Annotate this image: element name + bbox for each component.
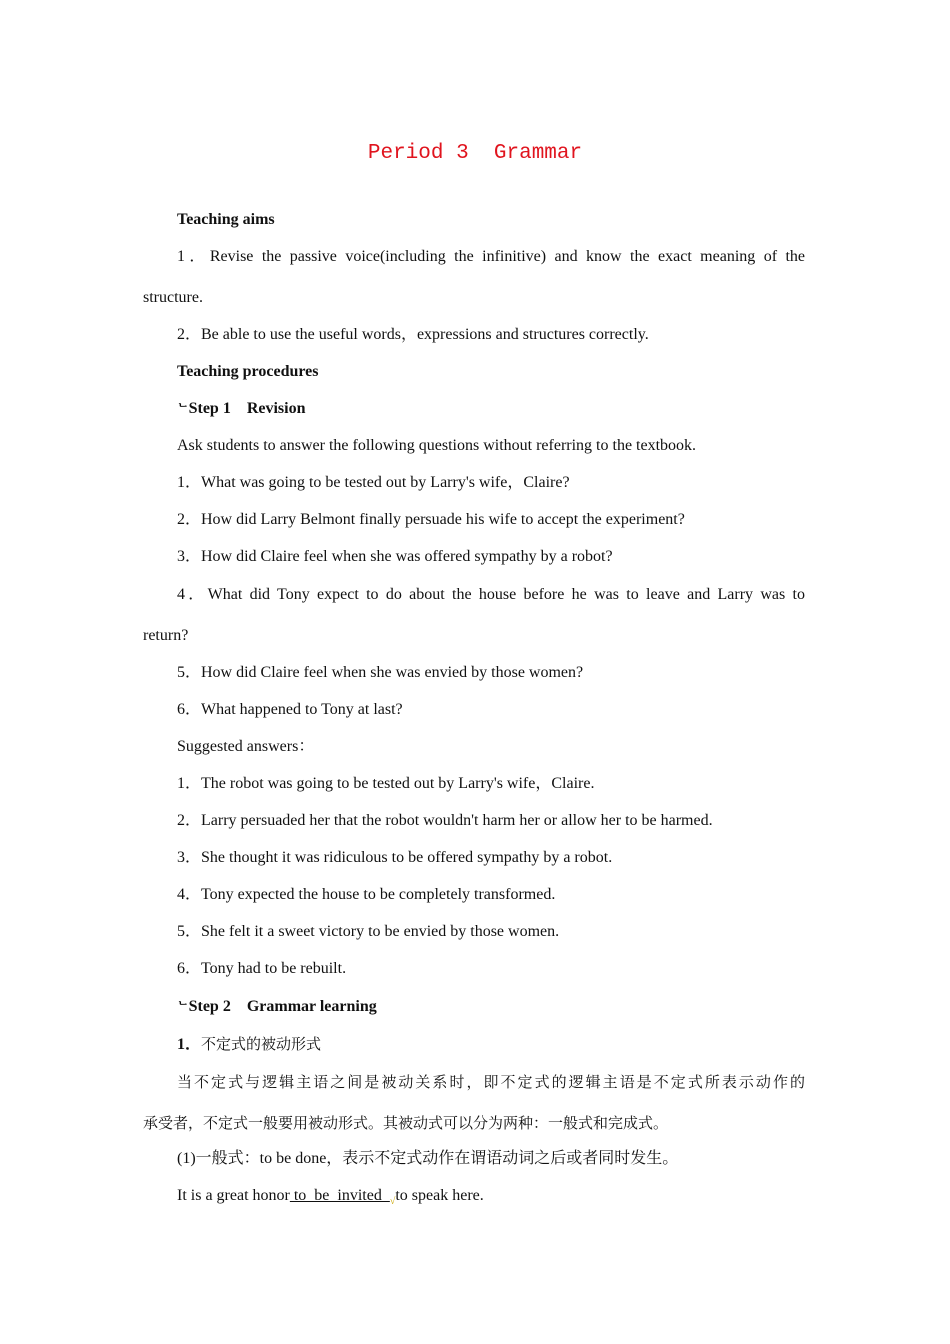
step-marker-icon: ᄂ (177, 1000, 189, 1014)
page-title: Period 3 Grammar (367, 142, 583, 165)
answer-4: 4．Tony expected the house to be completely transformed. (177, 886, 556, 903)
step2-heading-text: Step 2 Grammar learning (188, 998, 377, 1015)
answer-2: 2．Larry persuaded her that the robot wouldn't harm her or allow her to be harmed. (177, 812, 713, 829)
answer-1: 1．The robot was going to be tested out by Larry's wife，Claire. (177, 775, 595, 792)
question-6: 6．What happened to Tony at last? (177, 701, 403, 718)
grammar-paragraph-continued: 承受者，不定式一般要用被动形式。其被动式可以分为两种：一般式和完成式。 (143, 1114, 669, 1132)
suggested-answers-label: Suggested answers： (177, 738, 315, 755)
aim-item-1-continued: structure. (143, 289, 203, 306)
answer-5: 5．She felt it a sweet victory to be envied by those women. (177, 923, 560, 940)
step2-heading (177, 996, 377, 1018)
subsection-1-title (177, 1033, 321, 1056)
question-5: 5．How did Claire feel when she was envied by those women? (177, 664, 584, 681)
step-marker-icon: ᄂ (177, 402, 189, 416)
teaching-aims-heading: Teaching aims (177, 211, 275, 228)
question-3: 3．How did Claire feel when she was offered sympathy by a robot? (177, 548, 613, 565)
step1-intro: Ask students to answer the following questions without referring to the textbook. (177, 437, 697, 454)
subsection-title-text: 不定式的被动形式 (201, 1035, 322, 1053)
answer-blank: to be invited (289, 1187, 390, 1204)
step1-heading (177, 398, 306, 420)
check-mark-icon: √ (389, 1196, 396, 1208)
teaching-procedures-heading: Teaching procedures (177, 363, 319, 380)
aim-item-2: 2．Be able to use the useful words，expressions and structures correctly. (177, 326, 649, 343)
answer-3: 3．She thought it was ridiculous to be offered sympathy by a robot. (177, 849, 613, 866)
aim-item-1: 1．Revise the passive voice(including the infinitive) and know the exact meaning of the (177, 248, 805, 265)
question-4: 4．What did Tony expect to do about the house before he was to leave and Larry was to (177, 586, 805, 603)
grammar-paragraph: 当不定式与逻辑主语之间是被动关系时，即不定式的逻辑主语是不定式所表示动作的 (177, 1073, 805, 1091)
step1-heading-text: Step 1 Revision (188, 400, 306, 417)
example-sentence-1 (177, 1185, 484, 1213)
question-1: 1．What was going to be tested out by Larry's wife，Claire? (177, 474, 570, 491)
question-4-continued: return? (143, 627, 189, 644)
question-2: 2．How did Larry Belmont finally persuade his wife to accept the experiment? (177, 511, 685, 528)
example-text-after: to speak here. (395, 1187, 484, 1204)
subsection-number: 1． (177, 1036, 202, 1053)
answer-6: 6．Tony had to be rebuilt. (177, 960, 347, 977)
example-text-before: It is a great honor (177, 1187, 290, 1204)
rule-1: (1)一般式：to be done，表示不定式动作在谓语动词之后或者同时发生。 (177, 1150, 679, 1167)
